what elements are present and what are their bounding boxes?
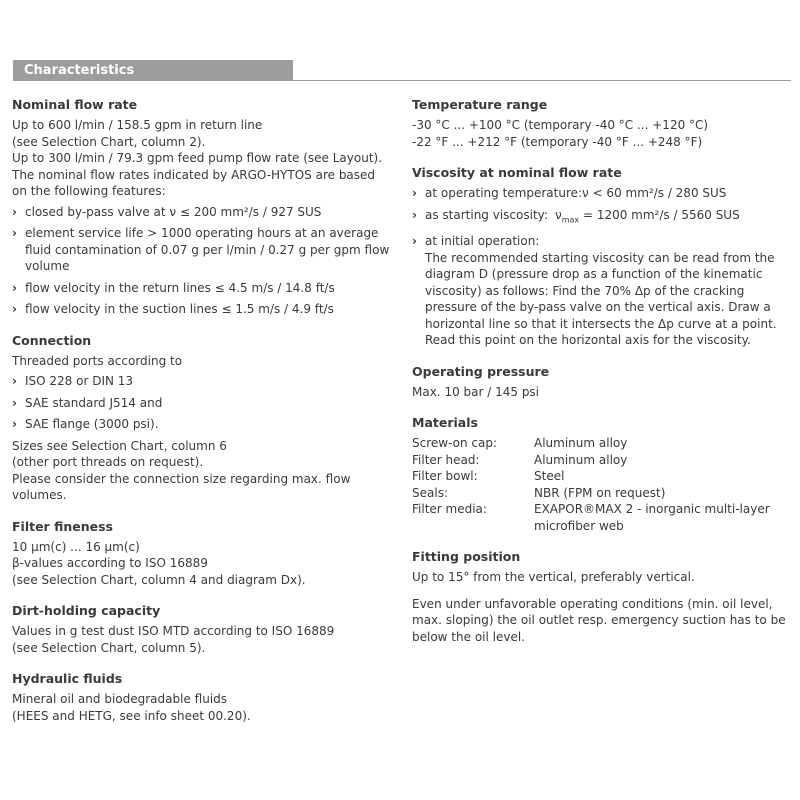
temperature-line: -22 °F ... +212 °F (temporary -40 °F ... +248 °F) — [412, 134, 703, 149]
temperature-line: -30 °C ... +100 °C (temporary -40 °C ... +120 °C) — [412, 118, 709, 132]
initial-operation-label: at initial operation: — [425, 234, 540, 249]
fitting-heading: Fitting position — [412, 549, 521, 565]
left-column — [12, 96, 392, 738]
bullet-chevron-icon: › — [12, 417, 17, 431]
list-item: › closed by-pass valve at ν ≤ 200 mm²/s / 927 SUS — [12, 204, 322, 219]
bullet-chevron-icon: › — [12, 302, 17, 316]
nominal-flow-section — [12, 96, 392, 318]
bullet-chevron-icon: › — [12, 226, 17, 240]
list-item — [412, 207, 792, 229]
starting-viscosity-label: as starting viscosity: — [425, 207, 548, 222]
nominal-flow-heading: Nominal flow rate — [12, 97, 138, 112]
materials-row: Seals: NBR (FPM on request) — [412, 485, 666, 500]
materials-row: Screw-on cap: Aluminum alloy — [412, 436, 628, 451]
list-item — [412, 233, 792, 349]
viscosity-heading: Viscosity at nominal flow rate — [412, 165, 622, 180]
initial-operation-text: The recommended starting viscosity can be read from the diagram D (pressure drop as a function of the kinematic viscosity) as follows: Find the 70% Δp of the cracking pressure of the by-pass valve on the vertical axis. Draw a horizontal line so that it intersects the Δp curve at a point. Read this point on the horizontal axis for the viscosity. — [425, 250, 777, 348]
dirt-holding-line: (see Selection Chart, column 5). — [12, 640, 206, 655]
connection-intro: Threaded ports according to — [12, 353, 183, 368]
materials-section — [412, 414, 792, 534]
bullet-chevron-icon: › — [412, 186, 417, 200]
starting-viscosity-value: $\nu_{max} = 1200$ mm²/s / 5560 SUS — [555, 207, 740, 224]
list-item: › flow velocity in the suction lines ≤ 1.5 m/s / 4.9 ft/s — [12, 302, 334, 316]
nominal-flow-line: Up to 300 l/min / 79.3 gpm feed pump flow rate (see Layout). — [12, 151, 383, 165]
list-item: › at operating temperature:ν < 60 mm²/s / 280 SUS — [412, 186, 727, 200]
fitting-note: Even under unfavorable operating conditions (min. oil level, max. sloping) the oil outlet resp. emergency suction has to be below the oil level. — [412, 596, 786, 644]
nominal-flow-line: The nominal flow rates indicated by ARGO-HYTOS are based on the following features: — [12, 167, 376, 198]
section-header-bar — [13, 60, 293, 81]
dirt-holding-section — [12, 602, 392, 656]
fitting-line: Up to 15° from the vertical, preferably vertical. — [412, 570, 695, 585]
materials-heading: Materials — [412, 415, 478, 431]
filter-fineness-section — [12, 518, 392, 589]
bullet-chevron-icon: › — [412, 207, 417, 222]
connection-line: Sizes see Selection Chart, column 6 — [12, 438, 227, 453]
connection-bullets — [12, 373, 392, 433]
bullet-chevron-icon: › — [12, 374, 17, 388]
list-item: › ISO 228 or DIN 13 — [12, 374, 134, 388]
bullet-chevron-icon: › — [12, 280, 17, 295]
operating-pressure-section — [412, 363, 792, 401]
viscosity-section — [412, 164, 792, 349]
filter-fineness-line: β-values according to ISO 16889 — [12, 556, 208, 570]
connection-line: (other port threads on request). — [12, 455, 204, 469]
hydraulic-fluids-section — [12, 670, 392, 724]
dirt-holding-line: Values in g test dust ISO MTD according to ISO 16889 — [12, 624, 335, 638]
section-title: Characteristics — [24, 63, 135, 78]
nominal-flow-bullets — [12, 204, 392, 318]
list-item: › flow velocity in the return lines ≤ 4.5 m/s / 14.8 ft/s — [12, 280, 335, 295]
connection-heading: Connection — [12, 332, 92, 348]
fitting-section — [412, 548, 792, 645]
nominal-flow-line: (see Selection Chart, column 2). — [12, 134, 206, 149]
connection-section — [12, 332, 392, 504]
operating-pressure-line: Max. 10 bar / 145 psi — [412, 384, 540, 399]
operating-pressure-heading: Operating pressure — [412, 363, 550, 379]
filter-fineness-line: (see Selection Chart, column 4 and diagram Dx). — [12, 572, 306, 587]
list-item: › element service life > 1000 operating hours at an average fluid contamination of 0.07 g per l/min / 0.27 g per gpm flow volume — [12, 226, 390, 273]
materials-row: Filter head: Aluminum alloy — [412, 452, 628, 467]
bullet-chevron-icon: › — [12, 395, 17, 410]
nominal-flow-line: Up to 600 l/min / 158.5 gpm in return line — [12, 118, 263, 132]
header-rule — [293, 80, 791, 81]
right-column — [412, 96, 792, 659]
bullet-chevron-icon: › — [12, 204, 17, 219]
temperature-section — [412, 96, 792, 150]
list-item: › SAE standard J514 and — [12, 395, 163, 410]
list-item: › SAE flange (3000 psi). — [12, 417, 159, 431]
bullet-chevron-icon: › — [412, 234, 417, 249]
filter-fineness-line: 10 µm(c) ... 16 µm(c) — [12, 539, 140, 554]
temperature-heading: Temperature range — [412, 97, 548, 112]
dirt-holding-heading: Dirt-holding capacity — [12, 603, 161, 618]
materials-row: Filter media: EXAPOR®MAX 2 - inorganic multi-layer microfiber web — [412, 502, 770, 533]
hydraulic-fluids-line: (HEES and HETG, see info sheet 00.20). — [12, 708, 251, 723]
hydraulic-fluids-heading: Hydraulic fluids — [12, 671, 123, 686]
hydraulic-fluids-line: Mineral oil and biodegradable fluids — [12, 692, 228, 706]
connection-line: Please consider the connection size regarding max. flow volumes. — [12, 471, 351, 502]
materials-row: Filter bowl: Steel — [412, 469, 565, 484]
filter-fineness-heading: Filter fineness — [12, 518, 113, 534]
viscosity-bullets — [412, 185, 792, 349]
